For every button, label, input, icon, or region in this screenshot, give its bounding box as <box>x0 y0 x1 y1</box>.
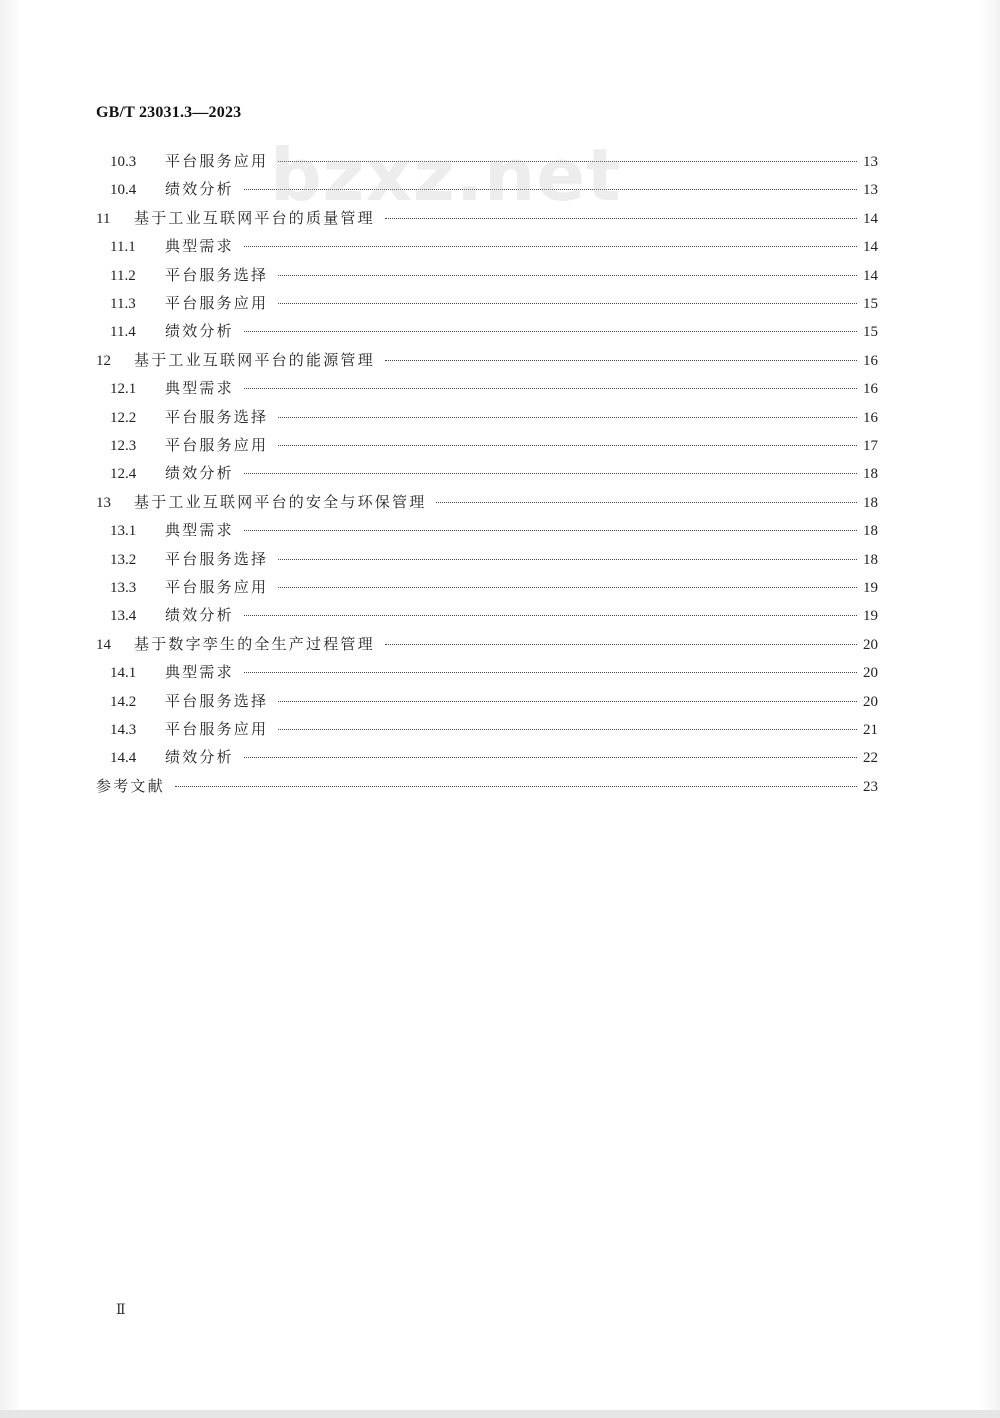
dot-leader <box>278 302 857 304</box>
toc-entry-title: 基于工业互联网平台的能源管理 <box>134 351 375 369</box>
toc-chapter-entry[interactable] <box>96 207 878 229</box>
toc-entry-number: 14.4 <box>110 750 137 766</box>
toc-entry-number: 12.1 <box>110 381 137 397</box>
toc-section-entry[interactable] <box>110 264 878 286</box>
toc-entry-number: 12.3 <box>110 438 137 454</box>
toc-section-entry[interactable] <box>110 377 878 399</box>
toc-entry-page: 14 <box>863 268 878 284</box>
toc-entry-title: 绩效分析 <box>165 606 234 624</box>
toc-entry-number: 13.2 <box>110 552 137 568</box>
toc-entry-title: 平台服务应用 <box>165 578 269 596</box>
toc-entry-page: 18 <box>863 466 878 482</box>
toc-entry-title: 参考文献 <box>96 777 165 795</box>
toc-section-entry[interactable] <box>110 690 878 712</box>
dot-leader <box>385 217 857 219</box>
dot-leader <box>278 728 857 730</box>
toc-entry-page: 13 <box>863 182 878 198</box>
toc-entry-page: 20 <box>863 694 878 710</box>
dot-leader <box>278 586 857 588</box>
dot-leader <box>278 274 857 276</box>
toc-section-entry[interactable] <box>110 746 878 768</box>
toc-section-entry[interactable] <box>110 150 878 172</box>
dot-leader <box>244 330 857 332</box>
toc-entry-title: 典型需求 <box>165 663 234 681</box>
dot-leader <box>175 785 857 787</box>
toc-entry-title: 平台服务应用 <box>165 720 269 738</box>
toc-entry-page: 23 <box>863 779 878 795</box>
dot-leader <box>278 444 857 446</box>
dot-leader <box>244 245 857 247</box>
toc-section-entry[interactable] <box>110 292 878 314</box>
dot-leader <box>244 614 857 616</box>
dot-leader <box>244 529 857 531</box>
toc-entry-page: 17 <box>863 438 878 454</box>
toc-entry-page: 16 <box>863 381 878 397</box>
toc-chapter-entry[interactable] <box>96 349 878 371</box>
toc-entry-title: 基于数字孪生的全生产过程管理 <box>134 635 375 653</box>
dot-leader <box>278 700 857 702</box>
toc-entry-number: 11.4 <box>110 324 136 340</box>
toc-section-entry[interactable] <box>110 434 878 456</box>
toc-entry-title: 典型需求 <box>165 521 234 539</box>
toc-entry-title: 典型需求 <box>165 379 234 397</box>
toc-section-entry[interactable] <box>110 519 878 541</box>
toc-section-entry[interactable] <box>110 718 878 740</box>
toc-chapter-entry[interactable] <box>96 491 878 513</box>
toc-entry-title: 平台服务应用 <box>165 436 269 454</box>
toc-entry-page: 22 <box>863 750 878 766</box>
toc-entry-number: 11.2 <box>110 268 136 284</box>
toc-entry-number: 11.3 <box>110 296 136 312</box>
toc-entry-number: 13.3 <box>110 580 137 596</box>
toc-section-entry[interactable] <box>110 462 878 484</box>
page-bottom-edge <box>0 1410 1000 1418</box>
toc-entry-title: 平台服务选择 <box>165 550 269 568</box>
toc-entry-page: 18 <box>863 523 878 539</box>
toc-entry-number: 14.3 <box>110 722 137 738</box>
page-number-footer: Ⅱ <box>116 1303 126 1318</box>
dot-leader <box>385 643 857 645</box>
toc-entry-page: 21 <box>863 722 878 738</box>
toc-entry-page: 16 <box>863 410 878 426</box>
dot-leader <box>385 359 857 361</box>
dot-leader <box>278 558 857 560</box>
toc-entry-page: 16 <box>863 353 878 369</box>
toc-entry-number: 13.1 <box>110 523 137 539</box>
toc-entry-number: 12 <box>96 353 111 369</box>
dot-leader <box>436 501 857 503</box>
toc-section-entry[interactable] <box>110 548 878 570</box>
toc-entry-title: 绩效分析 <box>165 748 234 766</box>
toc-entry-page: 14 <box>863 239 878 255</box>
toc-entry-number: 12.4 <box>110 466 137 482</box>
toc-entry-number: 11 <box>96 211 111 227</box>
toc-section-entry[interactable] <box>110 604 878 626</box>
toc-section-entry[interactable] <box>110 178 878 200</box>
dot-leader <box>244 472 857 474</box>
toc-entry-title: 平台服务应用 <box>165 152 269 170</box>
dot-leader <box>244 671 857 673</box>
toc-entry-page: 19 <box>863 580 878 596</box>
toc-entry-title: 基于工业互联网平台的质量管理 <box>134 209 375 227</box>
toc-entry-number: 13.4 <box>110 608 137 624</box>
toc-section-entry[interactable] <box>110 406 878 428</box>
toc-entry-title: 基于工业互联网平台的安全与环保管理 <box>134 493 427 511</box>
toc-entry-page: 20 <box>863 637 878 653</box>
dot-leader <box>278 160 857 162</box>
dot-leader <box>244 188 857 190</box>
toc-entry-title: 绩效分析 <box>165 464 234 482</box>
toc-entry-page: 18 <box>863 495 878 511</box>
toc-entry-title: 平台服务选择 <box>165 408 269 426</box>
toc-chapter-entry[interactable] <box>96 633 878 655</box>
toc-chapter-entry[interactable] <box>96 775 878 797</box>
toc-entry-title: 绩效分析 <box>165 322 234 340</box>
watermark-text: bzxz.net <box>270 133 622 217</box>
toc-section-entry[interactable] <box>110 661 878 683</box>
toc-entry-title: 典型需求 <box>165 237 234 255</box>
toc-entry-page: 15 <box>863 296 878 312</box>
toc-entry-number: 10.3 <box>110 154 137 170</box>
toc-entry-page: 15 <box>863 324 878 340</box>
toc-entry-page: 18 <box>863 552 878 568</box>
toc-entry-page: 14 <box>863 211 878 227</box>
dot-leader <box>278 416 857 418</box>
toc-section-entry[interactable] <box>110 576 878 598</box>
standard-code-header: GB/T 23031.3—2023 <box>96 104 242 121</box>
toc-entry-number: 14.1 <box>110 665 137 681</box>
toc-entry-number: 12.2 <box>110 410 137 426</box>
toc-section-entry[interactable] <box>110 235 878 257</box>
toc-entry-page: 13 <box>863 154 878 170</box>
toc-entry-number: 10.4 <box>110 182 137 198</box>
toc-entry-number: 13 <box>96 495 111 511</box>
toc-entry-title: 平台服务选择 <box>165 692 269 710</box>
toc-entry-title: 平台服务应用 <box>165 294 269 312</box>
toc-section-entry[interactable] <box>110 320 878 342</box>
toc-entry-number: 14.2 <box>110 694 137 710</box>
toc-entry-title: 平台服务选择 <box>165 266 269 284</box>
dot-leader <box>244 756 857 758</box>
toc-entry-page: 20 <box>863 665 878 681</box>
dot-leader <box>244 387 857 389</box>
toc-entry-number: 11.1 <box>110 239 136 255</box>
toc-entry-page: 19 <box>863 608 878 624</box>
toc-entry-title: 绩效分析 <box>165 180 234 198</box>
toc-entry-number: 14 <box>96 637 111 653</box>
